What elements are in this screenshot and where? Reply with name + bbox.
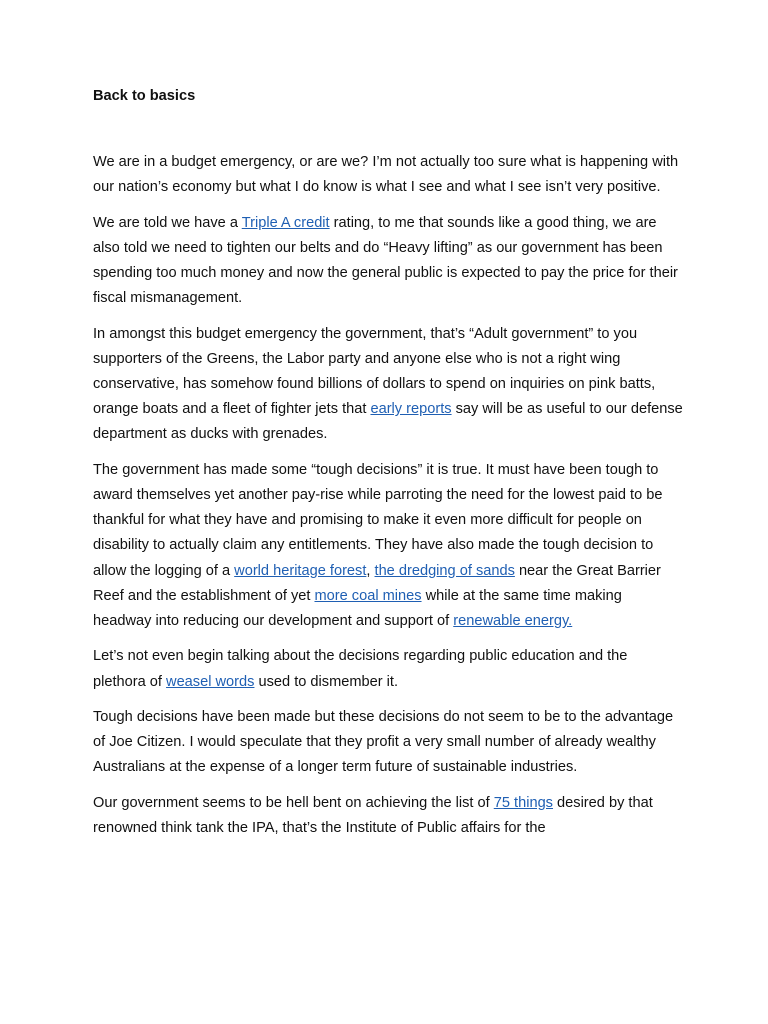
link-dredging-of-sands[interactable]: the dredging of sands (374, 562, 515, 579)
link-75-things[interactable]: 75 things (493, 794, 553, 811)
paragraph-5-text-2: used to dismember it. (254, 673, 399, 690)
paragraph-2-text-1: We are told we have a (93, 214, 242, 231)
paragraph-4 (93, 458, 683, 634)
paragraph-3 (93, 322, 683, 448)
paragraph-4-text-4: while at the same time making headway into reducing our development and support of (93, 587, 622, 630)
document-page (93, 86, 683, 851)
paragraph-4-text-3: near the Great Barrier Reef and the establishment of yet (93, 562, 661, 604)
paragraph-6: Tough decisions have been made but these decisions do not seem to be to the advantage of Joe Citizen. I would speculate that they profit a very small number of already wealthy Australians at the expense of a longer term future of sustainable industries. (93, 709, 674, 776)
paragraph-3-text-2: say will be as useful to our defense department as ducks with grenades. (93, 401, 683, 443)
link-weasel-words[interactable]: weasel words (166, 673, 255, 690)
link-early-reports[interactable]: early reports (370, 401, 452, 418)
link-more-coal-mines[interactable]: more coal mines (314, 587, 422, 604)
paragraph-7-text-1: Our government seems to be hell bent on achieving the list of (93, 794, 494, 811)
paragraph-2 (93, 211, 683, 312)
paragraph-7-text-2: desired by that renowned think tank the IPA, that’s the Institute of Public affairs for the (93, 794, 653, 836)
paragraph-1: We are in a budget emergency, or are we? I’m not actually too sure what is happening with our nation’s economy but what I do know is what I see and what I see isn’t very positive. (93, 154, 679, 196)
paragraph-3-text-1: In amongst this budget emergency the government, that’s “Adult government” to you supporters of the Greens, the Labor party and anyone else who is not a right wing conservative, has somehow found billions of dollars to spend on inquiries on pink batts, orange boats and a fleet of fighter jets that (93, 325, 656, 418)
link-triple-a-credit[interactable]: Triple A credit (241, 214, 330, 231)
paragraph-5-text-1: Let’s not even begin talking about the decisions regarding public education and the plethora of (93, 648, 628, 690)
paragraph-4-text-1: The government has made some “tough decisions” it is true. It must have been tough to award themselves yet another pay-rise while parroting the need for the lowest paid to be thankful for what they have and promising to make it even more difficult for people on disability to actually claim any entitlements. They have also made the tough decision to allow the logging of a (93, 461, 663, 579)
link-renewable-energy[interactable]: renewable energy. (453, 613, 573, 630)
link-world-heritage-forest[interactable]: world heritage forest (234, 562, 367, 579)
document-title: Back to basics (93, 88, 196, 104)
paragraph-5 (93, 644, 683, 694)
paragraph-4-text-2: , (366, 562, 375, 579)
paragraph-2-text-2: rating, to me that sounds like a good thing, we are also told we need to tighten our belts and do “Heavy lifting” as our government has been spending too much money and now the general public is expected to pay the price for their fiscal mismanagement. (93, 214, 678, 307)
paragraph-7 (93, 791, 683, 841)
